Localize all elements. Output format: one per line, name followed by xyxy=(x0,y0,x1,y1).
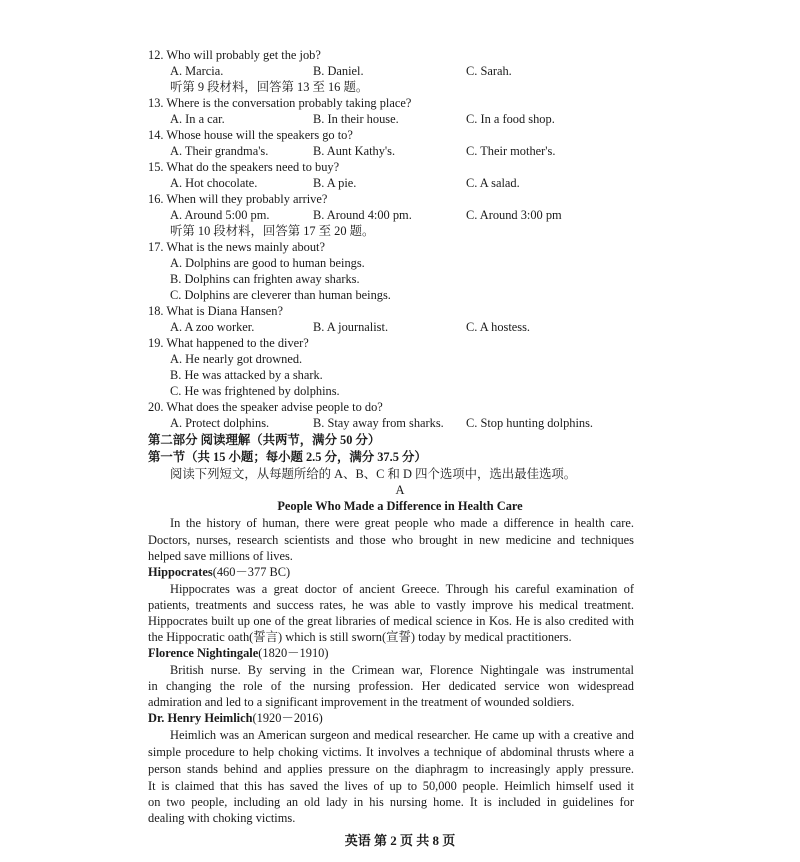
question-18-stem: 18. What is Diana Hansen? xyxy=(148,304,283,318)
question-20-stem: 20. What does the speaker advise people to do? xyxy=(148,400,383,414)
q20-option-a: A. Protect dolphins. xyxy=(170,416,270,430)
hippocrates-years: (460－377 BC) xyxy=(212,565,291,579)
heimlich-line: on two people, including an old lady in his nursing home. It is included in guidelines for xyxy=(148,795,634,809)
heimlich-line: person stands behind and applies pressure on the diaphragm to increasingly apply pressure. xyxy=(148,762,634,776)
intro-line: Doctors, nurses, research scientists and those who brought in new medicine and techniques xyxy=(148,533,634,547)
question-13-stem: 13. Where is the conversation probably taking place? xyxy=(148,96,412,110)
nightingale-years: (1820－1910) xyxy=(258,646,329,660)
heimlich-years: (1920－2016) xyxy=(252,711,323,725)
hippocrates-line: patients, treatments and success rates, he was able to vastly improve his medical treatment. xyxy=(148,598,634,612)
section-1-instruction: 阅读下列短文，从每题所给的 A、B、C 和 D 四个选项中，选出最佳选项。 xyxy=(170,467,577,481)
q13-option-a: A. In a car. xyxy=(170,112,225,126)
listening-instruction-10: 听第 10 段材料，回答第 17 至 20 题。 xyxy=(170,224,375,238)
q12-option-c: C. Sarah. xyxy=(466,64,512,78)
passage-title: People Who Made a Difference in Health Care xyxy=(277,499,523,513)
q12-option-b: B. Daniel. xyxy=(313,64,364,78)
q14-option-a: A. Their grandma's. xyxy=(170,144,269,158)
q19-option-b: B. He was attacked by a shark. xyxy=(170,368,323,382)
nightingale-line: admiration and led to a significant improvement in the treatment of wounded soldiers. xyxy=(148,695,575,709)
question-17-stem: 17. What is the news mainly about? xyxy=(148,240,325,254)
heimlich-line: It is claimed that this has saved the lives of up to 50,000 people. Heimlich himself used it xyxy=(148,779,634,793)
q18-option-b: B. A journalist. xyxy=(313,320,389,334)
nightingale-line: British nurse. By serving in the Crimean war, Florence Nightingale was instrumental xyxy=(170,663,634,677)
q18-option-c: C. A hostess. xyxy=(466,320,531,334)
page-footer: 英语 第 2 页 共 8 页 xyxy=(344,833,456,848)
q16-option-c: C. Around 3:00 pm xyxy=(466,208,562,222)
hippocrates-name: Hippocrates xyxy=(148,565,213,579)
q14-option-c: C. Their mother's. xyxy=(466,144,556,158)
heimlich-line: simple procedure to help choking victims. It involves a technique of abdominal thrusts where a xyxy=(148,745,634,759)
nightingale-name: Florence Nightingale xyxy=(148,646,259,660)
question-14-stem: 14. Whose house will the speakers go to? xyxy=(148,128,353,142)
part-2-title: 第二部分 阅读理解（共两节，满分 50 分） xyxy=(148,433,381,447)
q13-option-b: B. In their house. xyxy=(313,112,399,126)
q19-option-a: A. He nearly got drowned. xyxy=(170,352,303,366)
q15-option-c: C. A salad. xyxy=(466,176,520,190)
section-1-title: 第一节（共 15 小题；每小题 2.5 分，满分 37.5 分） xyxy=(148,450,427,464)
q15-option-a: A. Hot chocolate. xyxy=(170,176,258,190)
question-15-stem: 15. What do the speakers need to buy? xyxy=(148,160,340,174)
q19-option-c: C. He was frightened by dolphins. xyxy=(170,384,340,398)
q14-option-b: B. Aunt Kathy's. xyxy=(313,144,396,158)
listening-instruction-9: 听第 9 段材料，回答第 13 至 16 题。 xyxy=(170,80,369,94)
question-12-stem: 12. Who will probably get the job? xyxy=(148,48,321,62)
heimlich-line: dealing with choking victims. xyxy=(148,811,296,825)
question-16-stem: 16. When will they probably arrive? xyxy=(148,192,328,206)
nightingale-heading xyxy=(148,646,328,661)
q15-option-b: B. A pie. xyxy=(313,176,357,190)
q17-option-b: B. Dolphins can frighten away sharks. xyxy=(170,272,360,286)
q12-option-a: A. Marcia. xyxy=(170,64,224,78)
passage-letter: A xyxy=(395,483,405,497)
hippocrates-line: the Hippocratic oath(誓言) which is still sworn(宣誓) today by medical practitioners. xyxy=(148,630,572,644)
nightingale-line: in changing the role of the nursing profession. Her dedicated service won widespread xyxy=(148,679,634,693)
heimlich-name: Dr. Henry Heimlich xyxy=(148,711,253,725)
q20-option-b: B. Stay away from sharks. xyxy=(313,416,444,430)
hippocrates-line: Hippocrates was a great doctor of ancient Greece. Through his careful examination of xyxy=(170,582,634,596)
intro-line: helped save millions of lives. xyxy=(148,549,293,563)
q13-option-c: C. In a food shop. xyxy=(466,112,555,126)
q16-option-b: B. Around 4:00 pm. xyxy=(313,208,412,222)
q17-option-a: A. Dolphins are good to human beings. xyxy=(170,256,365,270)
q20-option-c: C. Stop hunting dolphins. xyxy=(466,416,594,430)
hippocrates-line: Hippocrates built up one of the great libraries of medical science in Kos. He is also credited with xyxy=(148,614,634,628)
hippocrates-heading xyxy=(148,565,290,580)
q18-option-a: A. A zoo worker. xyxy=(170,320,255,334)
question-19-stem: 19. What happened to the diver? xyxy=(148,336,309,350)
q16-option-a: A. Around 5:00 pm. xyxy=(170,208,270,222)
q17-option-c: C. Dolphins are cleverer than human beings. xyxy=(170,288,391,302)
heimlich-line: Heimlich was an American surgeon and medical researcher. He came up with a creative and xyxy=(170,728,634,742)
intro-line: In the history of human, there were great people who made a difference in health care. xyxy=(170,516,634,530)
heimlich-heading xyxy=(148,711,323,726)
